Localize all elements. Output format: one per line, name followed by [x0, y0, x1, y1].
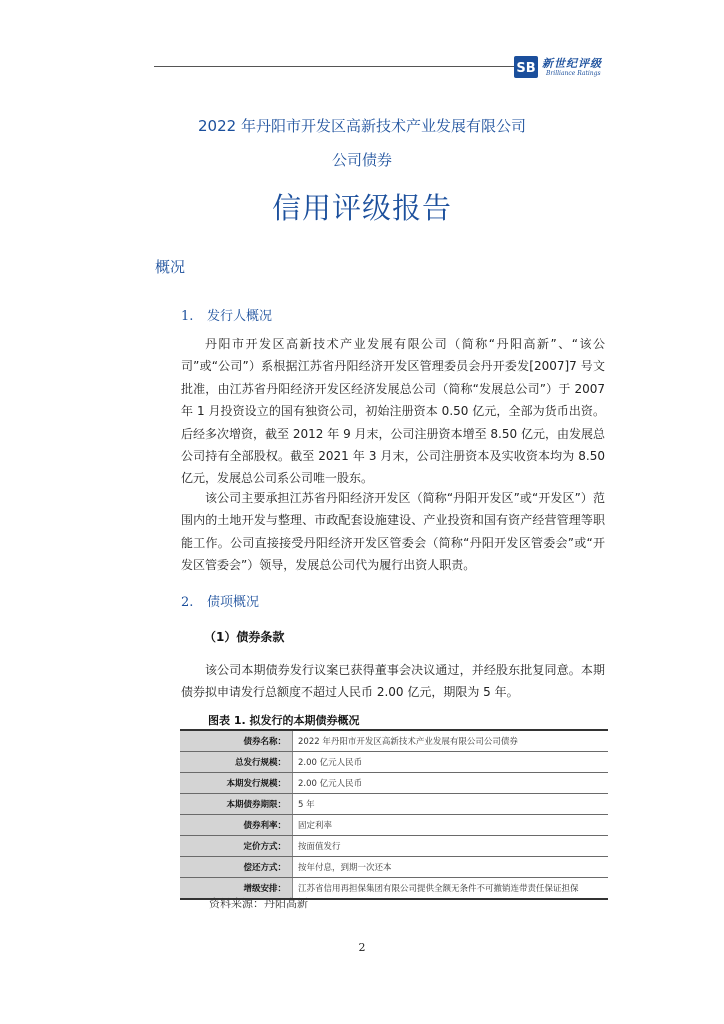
row-label: 增级安排：	[180, 878, 293, 900]
svg-text:SB: SB	[516, 61, 536, 76]
section-1-heading	[181, 305, 272, 324]
section-1-title: 发行人概况	[207, 309, 273, 324]
row-label: 偿还方式：	[180, 857, 293, 878]
report-title-line1: 2022 年丹阳市开发区高新技术产业发展有限公司	[198, 117, 526, 135]
logo-chinese-name: 新世纪评级	[542, 57, 602, 70]
page-number: 2	[358, 941, 366, 954]
table-row	[180, 857, 608, 878]
row-value: 按面值发行	[293, 836, 609, 857]
section-2-title: 债项概况	[207, 595, 260, 610]
section-2-paragraph-1: 该公司本期债券发行议案已获得董事会决议通过，并经股东批复同意。本期债券拟申请发行总额度不超过人民币 2.00 亿元，期限为 5 年。	[181, 663, 605, 700]
row-label: 本期发行规模：	[180, 773, 293, 794]
section-1-number: 1.	[181, 309, 194, 324]
table-row	[180, 794, 608, 815]
row-value: 按年付息，到期一次还本	[293, 857, 609, 878]
table-row	[180, 773, 608, 794]
report-title-line2: 公司债券	[331, 151, 392, 169]
header-rule	[154, 66, 514, 67]
section-1-paragraph-2: 该公司主要承担江苏省丹阳经济开发区（简称“丹阳开发区”或“开发区”）范围内的土地开发与整理、市政配套设施建设、产业投资和国有资产经营管理等职能工作。公司直接接受丹阳经济开发区管委会（简称“丹阳开发区管委会”或“开发区管委会”）领导，发展总公司代为履行出资人职责。	[181, 491, 605, 573]
report-title-main: 信用评级报告	[271, 191, 452, 225]
overview-heading: 概况	[155, 258, 186, 276]
table-row	[180, 836, 608, 857]
section-2-number: 2.	[181, 595, 194, 610]
row-value: 2022 年丹阳市开发区高新技术产业发展有限公司公司债券	[293, 730, 609, 752]
table-row	[180, 752, 608, 773]
table-source-note: 资料来源：丹阳高新	[209, 897, 308, 910]
bond-terms-subheading: （1）债券条款	[204, 630, 285, 644]
row-value: 2.00 亿元人民币	[293, 773, 609, 794]
row-label: 本期债券期限：	[180, 794, 293, 815]
section-2-heading	[181, 591, 259, 610]
brilliance-logo-icon	[514, 56, 538, 78]
table-caption: 图表 1. 拟发行的本期债券概况	[208, 714, 360, 727]
bond-summary-table	[180, 729, 608, 900]
row-label: 总发行规模：	[180, 752, 293, 773]
row-value: 5 年	[293, 794, 609, 815]
row-value: 江苏省信用再担保集团有限公司提供全额无条件不可撤销连带责任保证担保	[293, 878, 609, 900]
row-label: 债券利率：	[180, 815, 293, 836]
table-row	[180, 815, 608, 836]
row-label: 债券名称：	[180, 730, 293, 752]
logo-english-name: Brilliance Ratings	[546, 70, 601, 77]
section-1-paragraph-1: 丹阳市开发区高新技术产业发展有限公司（简称“丹阳高新”、“该公司”或“公司”）系根据江苏省丹阳经济开发区管理委员会丹开委发[2007]7 号文批准，由江苏省丹阳经济开发区经济发展总公司（简称“发展总公司”）于 2007 年 1 月投资设立的国有独资公司，初始注册资本 0.50 亿元，全部为货币出资。后经多次增资，截至 2012 年 9 月末，公司注册资本增至 8.50 亿元，由发展总公司持有全部股权。截至 2021 年 3 月末，公司注册资本及实收资本均为 8.50 亿元，发展总公司系公司唯一股东。	[181, 337, 605, 486]
table-row	[180, 730, 608, 752]
row-value: 2.00 亿元人民币	[293, 752, 609, 773]
row-value: 固定利率	[293, 815, 609, 836]
row-label: 定价方式：	[180, 836, 293, 857]
